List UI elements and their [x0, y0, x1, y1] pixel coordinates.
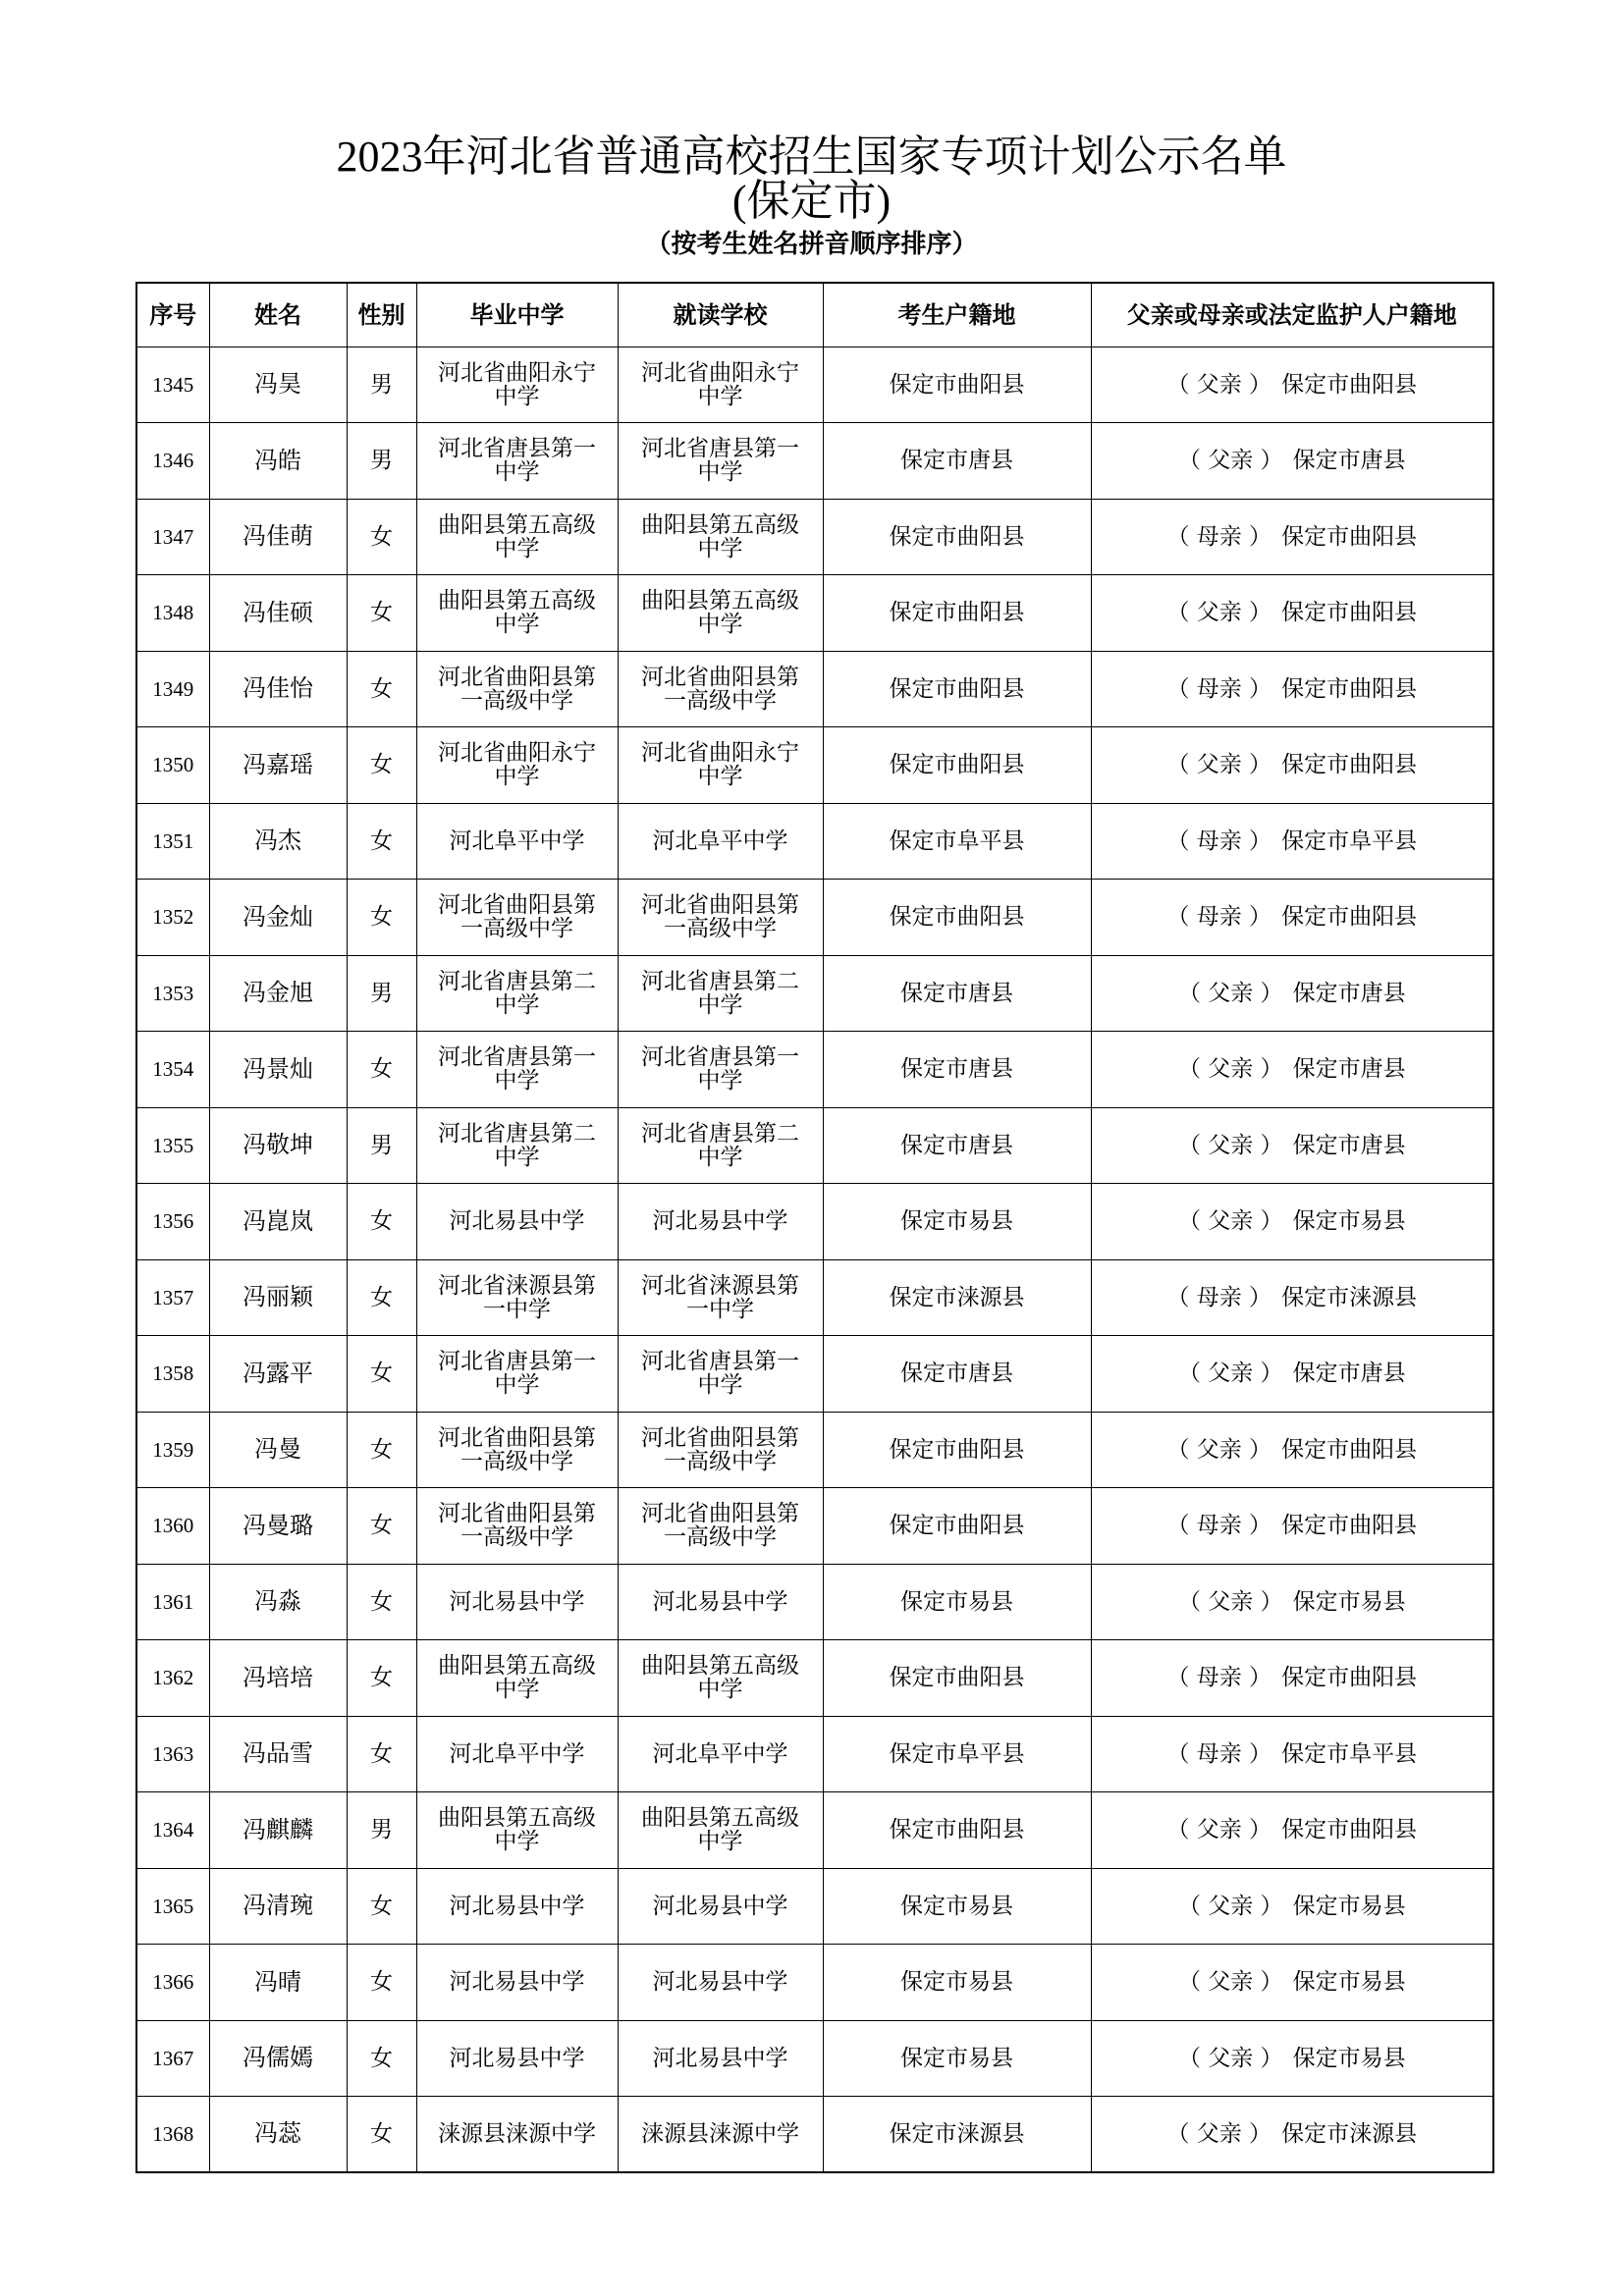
table-row: [136, 1868, 1493, 1945]
table-row: [136, 727, 1493, 804]
header-name: 姓名: [209, 283, 347, 347]
table-row: [136, 499, 1493, 575]
cell-guardian-residence: [1091, 955, 1493, 1032]
document-sort-note: （按考生姓名拼音顺序排序）: [645, 230, 978, 259]
table-row: [136, 1032, 1493, 1108]
cell-gender: 女: [347, 1336, 416, 1413]
guardian-relation: （ 母亲 ）: [1166, 1740, 1272, 1767]
guardian-relation: （ 父亲 ）: [1177, 980, 1283, 1006]
cell-residence: 保定市阜平县: [823, 803, 1091, 880]
cell-current-school: 河北易县中学: [618, 1184, 823, 1260]
cell-name: 冯金旭: [209, 955, 347, 1032]
cell-grad-school: 河北省曲阳县第一高级中学: [416, 880, 618, 956]
cell-grad-school: 河北省曲阳永宁中学: [416, 347, 618, 423]
cell-gender: 女: [347, 1868, 416, 1945]
cell-guardian-residence: [1091, 1716, 1493, 1792]
cell-grad-school: 河北省曲阳县第一高级中学: [416, 1412, 618, 1488]
cell-name: 冯曼璐: [209, 1488, 347, 1565]
table-row: [136, 1336, 1493, 1413]
table-row: [136, 347, 1493, 423]
cell-gender: 男: [347, 955, 416, 1032]
cell-residence: 保定市易县: [823, 1564, 1091, 1640]
cell-seq: 1363: [136, 1716, 209, 1792]
cell-gender: 男: [347, 1107, 416, 1184]
cell-seq: 1357: [136, 1259, 209, 1336]
guardian-place: 保定市唐县: [1292, 1361, 1406, 1387]
cell-current-school: 河北省唐县第二中学: [618, 1107, 823, 1184]
table-row: [136, 1640, 1493, 1717]
cell-grad-school: 河北省曲阳县第一高级中学: [416, 651, 618, 727]
cell-residence: 保定市曲阳县: [823, 1792, 1091, 1869]
guardian-relation: （ 母亲 ）: [1166, 675, 1272, 702]
guardian-relation: （ 母亲 ）: [1166, 523, 1272, 550]
cell-residence: 保定市曲阳县: [823, 880, 1091, 956]
guardian-place: 保定市涞源县: [1281, 1284, 1418, 1310]
cell-current-school: 河北省唐县第二中学: [618, 955, 823, 1032]
cell-guardian-residence: [1091, 1032, 1493, 1108]
cell-seq: 1348: [136, 575, 209, 652]
cell-grad-school: 曲阳县第五高级中学: [416, 575, 618, 652]
cell-name: 冯皓: [209, 423, 347, 500]
guardian-place: 保定市唐县: [1292, 980, 1406, 1006]
cell-grad-school: 曲阳县第五高级中学: [416, 1640, 618, 1717]
table-row: [136, 1945, 1493, 2021]
cell-residence: 保定市唐县: [823, 1032, 1091, 1108]
cell-guardian-residence: [1091, 1640, 1493, 1717]
cell-residence: 保定市曲阳县: [823, 651, 1091, 727]
cell-gender: 女: [347, 651, 416, 727]
table-row: [136, 1488, 1493, 1565]
header-grad-school: 毕业中学: [416, 283, 618, 347]
cell-guardian-residence: [1091, 1336, 1493, 1413]
guardian-place: 保定市易县: [1292, 1208, 1406, 1235]
cell-current-school: 河北省曲阳县第一高级中学: [618, 1412, 823, 1488]
cell-current-school: 曲阳县第五高级中学: [618, 575, 823, 652]
guardian-place: 保定市曲阳县: [1281, 904, 1418, 931]
cell-guardian-residence: [1091, 2020, 1493, 2097]
cell-residence: 保定市易县: [823, 1945, 1091, 2021]
cell-seq: 1345: [136, 347, 209, 423]
table-row: [136, 955, 1493, 1032]
cell-guardian-residence: [1091, 1868, 1493, 1945]
table-row: [136, 575, 1493, 652]
cell-residence: 保定市曲阳县: [823, 1412, 1091, 1488]
cell-seq: 1346: [136, 423, 209, 500]
cell-current-school: 河北易县中学: [618, 2020, 823, 2097]
table-row: [136, 803, 1493, 880]
cell-seq: 1362: [136, 1640, 209, 1717]
cell-grad-school: 河北省唐县第二中学: [416, 1107, 618, 1184]
guardian-place: 保定市曲阳县: [1281, 1665, 1418, 1691]
header-row: [136, 283, 1493, 347]
cell-grad-school: 河北省涞源县第一中学: [416, 1259, 618, 1336]
cell-seq: 1354: [136, 1032, 209, 1108]
table-row: [136, 1792, 1493, 1869]
cell-name: 冯曼: [209, 1412, 347, 1488]
table-row: [136, 1716, 1493, 1792]
guardian-place: 保定市易县: [1292, 2045, 1406, 2071]
cell-current-school: 涞源县涞源中学: [618, 2097, 823, 2173]
cell-current-school: 曲阳县第五高级中学: [618, 1640, 823, 1717]
cell-residence: 保定市曲阳县: [823, 499, 1091, 575]
cell-grad-school: 河北易县中学: [416, 2020, 618, 2097]
guardian-place: 保定市曲阳县: [1281, 752, 1418, 778]
guardian-relation: （ 母亲 ）: [1166, 1284, 1272, 1310]
cell-gender: 女: [347, 1716, 416, 1792]
guardian-relation: （ 父亲 ）: [1177, 1361, 1283, 1387]
cell-current-school: 河北易县中学: [618, 1945, 823, 2021]
guardian-relation: （ 母亲 ）: [1166, 828, 1272, 854]
table-row: [136, 1184, 1493, 1260]
guardian-place: 保定市曲阳县: [1281, 371, 1418, 398]
cell-seq: 1368: [136, 2097, 209, 2173]
header-current-school: 就读学校: [618, 283, 823, 347]
cell-guardian-residence: [1091, 499, 1493, 575]
guardian-relation: （ 父亲 ）: [1166, 2120, 1272, 2147]
cell-gender: 女: [347, 880, 416, 956]
guardian-place: 保定市曲阳县: [1281, 1817, 1418, 1843]
cell-current-school: 河北省曲阳永宁中学: [618, 727, 823, 804]
cell-grad-school: 河北易县中学: [416, 1184, 618, 1260]
cell-residence: 保定市涞源县: [823, 2097, 1091, 2173]
guardian-relation: （ 父亲 ）: [1166, 600, 1272, 626]
cell-residence: 保定市阜平县: [823, 1716, 1091, 1792]
roster-table: [135, 282, 1494, 2173]
cell-current-school: 河北省曲阳县第一高级中学: [618, 651, 823, 727]
cell-current-school: 河北阜平中学: [618, 1716, 823, 1792]
guardian-place: 保定市曲阳县: [1281, 1513, 1418, 1539]
guardian-place: 保定市唐县: [1292, 1056, 1406, 1083]
guardian-relation: （ 父亲 ）: [1177, 1132, 1283, 1158]
cell-seq: 1351: [136, 803, 209, 880]
cell-seq: 1367: [136, 2020, 209, 2097]
cell-residence: 保定市曲阳县: [823, 727, 1091, 804]
guardian-relation: （ 父亲 ）: [1177, 1893, 1283, 1919]
cell-residence: 保定市唐县: [823, 1107, 1091, 1184]
cell-guardian-residence: [1091, 2097, 1493, 2173]
cell-gender: 女: [347, 2097, 416, 2173]
cell-gender: 男: [347, 1792, 416, 1869]
guardian-place: 保定市曲阳县: [1281, 1436, 1418, 1463]
document-subtitle-city: (保定市): [731, 177, 892, 225]
cell-seq: 1358: [136, 1336, 209, 1413]
cell-residence: 保定市易县: [823, 1868, 1091, 1945]
cell-guardian-residence: [1091, 575, 1493, 652]
cell-guardian-residence: [1091, 347, 1493, 423]
cell-gender: 女: [347, 803, 416, 880]
guardian-place: 保定市涞源县: [1281, 2120, 1418, 2147]
cell-current-school: 曲阳县第五高级中学: [618, 499, 823, 575]
cell-grad-school: 河北易县中学: [416, 1564, 618, 1640]
cell-seq: 1361: [136, 1564, 209, 1640]
cell-grad-school: 河北易县中学: [416, 1945, 618, 2021]
guardian-relation: （ 父亲 ）: [1177, 1588, 1283, 1615]
cell-current-school: 河北省涞源县第一中学: [618, 1259, 823, 1336]
guardian-place: 保定市阜平县: [1281, 828, 1418, 854]
guardian-place: 保定市曲阳县: [1281, 600, 1418, 626]
roster-header: [136, 283, 1493, 347]
cell-guardian-residence: [1091, 423, 1493, 500]
table-row: [136, 2020, 1493, 2097]
table-row: [136, 1259, 1493, 1336]
header-seq: 序号: [136, 283, 209, 347]
cell-gender: 女: [347, 1184, 416, 1260]
cell-guardian-residence: [1091, 803, 1493, 880]
cell-guardian-residence: [1091, 1184, 1493, 1260]
cell-seq: 1356: [136, 1184, 209, 1260]
cell-guardian-residence: [1091, 727, 1493, 804]
guardian-place: 保定市易县: [1292, 1969, 1406, 1996]
guardian-relation: （ 母亲 ）: [1166, 1665, 1272, 1691]
cell-name: 冯丽颖: [209, 1259, 347, 1336]
cell-residence: 保定市易县: [823, 1184, 1091, 1260]
guardian-relation: （ 父亲 ）: [1166, 752, 1272, 778]
cell-gender: 女: [347, 575, 416, 652]
guardian-place: 保定市曲阳县: [1281, 523, 1418, 550]
cell-guardian-residence: [1091, 651, 1493, 727]
cell-guardian-residence: [1091, 880, 1493, 956]
cell-gender: 女: [347, 1640, 416, 1717]
cell-gender: 男: [347, 347, 416, 423]
cell-seq: 1359: [136, 1412, 209, 1488]
table-row: [136, 1564, 1493, 1640]
cell-grad-school: 曲阳县第五高级中学: [416, 499, 618, 575]
cell-seq: 1349: [136, 651, 209, 727]
cell-residence: 保定市曲阳县: [823, 1640, 1091, 1717]
cell-name: 冯景灿: [209, 1032, 347, 1108]
guardian-relation: （ 父亲 ）: [1177, 1969, 1283, 1996]
guardian-relation: （ 父亲 ）: [1166, 1817, 1272, 1843]
cell-guardian-residence: [1091, 1259, 1493, 1336]
guardian-relation: （ 父亲 ）: [1166, 1436, 1272, 1463]
cell-current-school: 河北阜平中学: [618, 803, 823, 880]
cell-current-school: 河北省曲阳永宁中学: [618, 347, 823, 423]
guardian-place: 保定市唐县: [1292, 448, 1406, 474]
cell-name: 冯敬坤: [209, 1107, 347, 1184]
cell-residence: 保定市曲阳县: [823, 575, 1091, 652]
table-row: [136, 1412, 1493, 1488]
guardian-place: 保定市唐县: [1292, 1132, 1406, 1158]
cell-name: 冯佳怡: [209, 651, 347, 727]
table-row: [136, 2097, 1493, 2173]
cell-seq: 1364: [136, 1792, 209, 1869]
cell-name: 冯金灿: [209, 880, 347, 956]
cell-grad-school: 曲阳县第五高级中学: [416, 1792, 618, 1869]
guardian-place: 保定市曲阳县: [1281, 675, 1418, 702]
cell-name: 冯佳硕: [209, 575, 347, 652]
cell-current-school: 河北省曲阳县第一高级中学: [618, 1488, 823, 1565]
cell-grad-school: 河北阜平中学: [416, 803, 618, 880]
cell-grad-school: 河北省唐县第二中学: [416, 955, 618, 1032]
cell-gender: 女: [347, 1564, 416, 1640]
cell-seq: 1350: [136, 727, 209, 804]
cell-name: 冯清琬: [209, 1868, 347, 1945]
guardian-relation: （ 父亲 ）: [1177, 1208, 1283, 1235]
guardian-relation: （ 父亲 ）: [1177, 1056, 1283, 1083]
cell-current-school: 河北省唐县第一中学: [618, 423, 823, 500]
cell-seq: 1366: [136, 1945, 209, 2021]
cell-residence: 保定市曲阳县: [823, 347, 1091, 423]
cell-current-school: 河北省唐县第一中学: [618, 1336, 823, 1413]
guardian-place: 保定市阜平县: [1281, 1740, 1418, 1767]
cell-gender: 女: [347, 727, 416, 804]
cell-residence: 保定市唐县: [823, 1336, 1091, 1413]
cell-current-school: 河北省曲阳县第一高级中学: [618, 880, 823, 956]
document-title: 2023年河北省普通高校招生国家专项计划公示名单: [336, 133, 1287, 181]
cell-name: 冯淼: [209, 1564, 347, 1640]
header-guardian-residence: 父亲或母亲或法定监护人户籍地: [1091, 283, 1493, 347]
cell-gender: 男: [347, 423, 416, 500]
cell-guardian-residence: [1091, 1488, 1493, 1565]
table-row: [136, 651, 1493, 727]
cell-current-school: 河北易县中学: [618, 1564, 823, 1640]
cell-name: 冯蕊: [209, 2097, 347, 2173]
cell-current-school: 河北省唐县第一中学: [618, 1032, 823, 1108]
cell-name: 冯佳萌: [209, 499, 347, 575]
cell-seq: 1365: [136, 1868, 209, 1945]
cell-grad-school: 河北省曲阳县第一高级中学: [416, 1488, 618, 1565]
guardian-relation: （ 母亲 ）: [1166, 904, 1272, 931]
cell-name: 冯昊: [209, 347, 347, 423]
cell-name: 冯麒麟: [209, 1792, 347, 1869]
cell-residence: 保定市涞源县: [823, 1259, 1091, 1336]
cell-name: 冯杰: [209, 803, 347, 880]
cell-gender: 女: [347, 499, 416, 575]
cell-guardian-residence: [1091, 1945, 1493, 2021]
cell-seq: 1360: [136, 1488, 209, 1565]
cell-grad-school: 河北易县中学: [416, 1868, 618, 1945]
cell-current-school: 曲阳县第五高级中学: [618, 1792, 823, 1869]
guardian-relation: （ 父亲 ）: [1166, 371, 1272, 398]
cell-residence: 保定市易县: [823, 2020, 1091, 2097]
cell-guardian-residence: [1091, 1792, 1493, 1869]
cell-seq: 1355: [136, 1107, 209, 1184]
cell-seq: 1347: [136, 499, 209, 575]
header-gender: 性别: [347, 283, 416, 347]
cell-name: 冯崑岚: [209, 1184, 347, 1260]
table-row: [136, 880, 1493, 956]
cell-residence: 保定市唐县: [823, 423, 1091, 500]
cell-name: 冯培培: [209, 1640, 347, 1717]
cell-grad-school: 河北省唐县第一中学: [416, 1336, 618, 1413]
cell-gender: 女: [347, 1032, 416, 1108]
cell-grad-school: 涞源县涞源中学: [416, 2097, 618, 2173]
cell-grad-school: 河北阜平中学: [416, 1716, 618, 1792]
guardian-place: 保定市易县: [1292, 1588, 1406, 1615]
cell-name: 冯品雪: [209, 1716, 347, 1792]
guardian-relation: （ 父亲 ）: [1177, 2045, 1283, 2071]
cell-name: 冯嘉瑶: [209, 727, 347, 804]
cell-grad-school: 河北省唐县第一中学: [416, 423, 618, 500]
cell-gender: 女: [347, 1412, 416, 1488]
cell-name: 冯晴: [209, 1945, 347, 2021]
cell-name: 冯儒嫣: [209, 2020, 347, 2097]
cell-grad-school: 河北省曲阳永宁中学: [416, 727, 618, 804]
cell-seq: 1353: [136, 955, 209, 1032]
cell-residence: 保定市曲阳县: [823, 1488, 1091, 1565]
cell-gender: 女: [347, 2020, 416, 2097]
table-row: [136, 423, 1493, 500]
cell-guardian-residence: [1091, 1107, 1493, 1184]
cell-gender: 女: [347, 1488, 416, 1565]
cell-name: 冯露平: [209, 1336, 347, 1413]
cell-residence: 保定市唐县: [823, 955, 1091, 1032]
cell-guardian-residence: [1091, 1412, 1493, 1488]
guardian-place: 保定市易县: [1292, 1893, 1406, 1919]
roster-body: [136, 347, 1493, 2172]
header-residence: 考生户籍地: [823, 283, 1091, 347]
cell-guardian-residence: [1091, 1564, 1493, 1640]
cell-grad-school: 河北省唐县第一中学: [416, 1032, 618, 1108]
cell-gender: 女: [347, 1945, 416, 2021]
table-row: [136, 1107, 1493, 1184]
guardian-relation: （ 父亲 ）: [1177, 448, 1283, 474]
cell-gender: 女: [347, 1259, 416, 1336]
cell-current-school: 河北易县中学: [618, 1868, 823, 1945]
guardian-relation: （ 母亲 ）: [1166, 1513, 1272, 1539]
cell-seq: 1352: [136, 880, 209, 956]
